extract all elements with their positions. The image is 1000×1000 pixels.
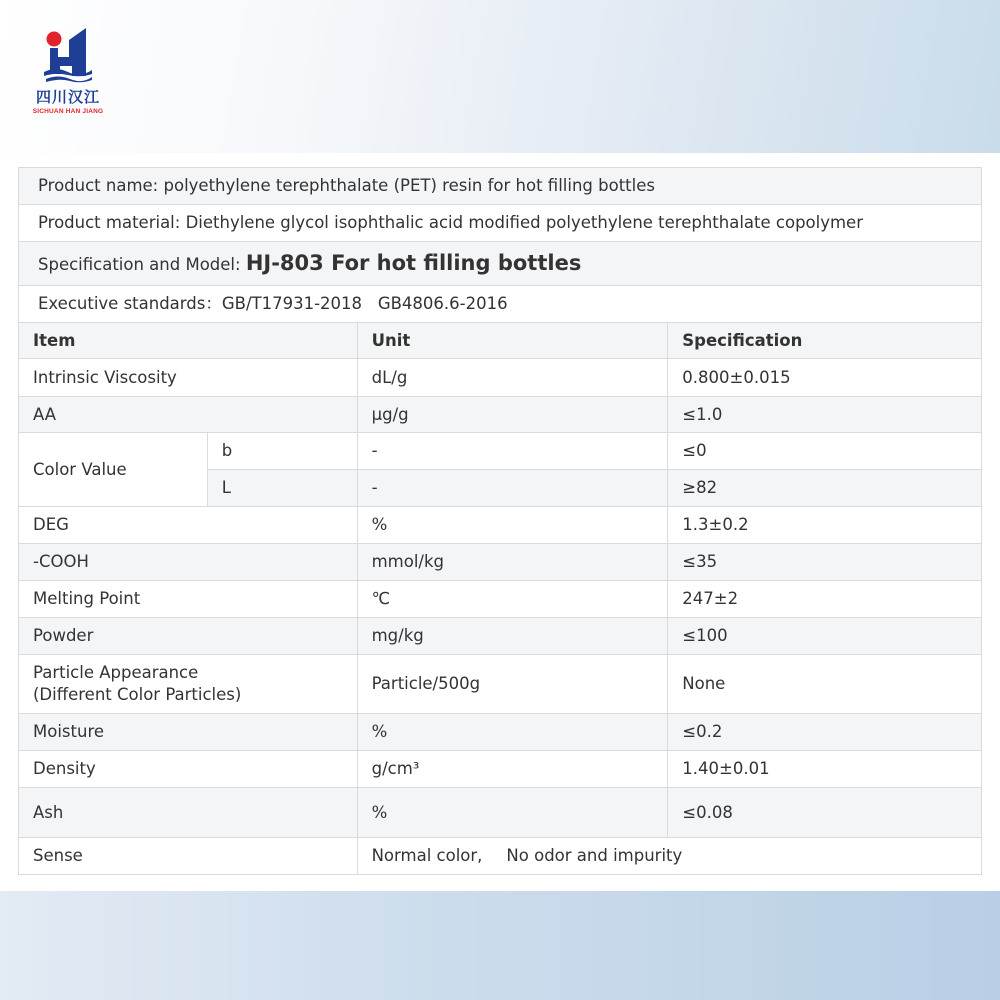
row-spec: 1.3±0.2 — [668, 507, 982, 544]
row-subitem: L — [207, 470, 357, 507]
sense-item: Sense — [19, 838, 358, 875]
sense-value-2: No odor and impurity — [506, 846, 683, 865]
row-item: Intrinsic Viscosity — [19, 359, 358, 397]
row-item: Moisture — [19, 714, 358, 751]
row-spec: ≤35 — [668, 544, 982, 581]
table-header-row — [19, 323, 982, 359]
sense-value — [357, 838, 981, 875]
table-row — [19, 655, 982, 714]
hanjiang-logo-icon — [42, 24, 94, 84]
product-material-row — [19, 205, 982, 242]
sense-value-1: Normal color, — [371, 846, 483, 865]
brand-logo — [28, 24, 108, 120]
row-unit: - — [357, 470, 668, 507]
table-row — [19, 397, 982, 433]
row-item: Ash — [19, 788, 358, 838]
row-item: Melting Point — [19, 581, 358, 618]
header-background — [0, 0, 1000, 153]
product-material-value: Diethylene glycol isophthalic acid modified polyethylene terephthalate copolymer — [185, 213, 863, 232]
row-item-line2: (Different Color Particles) — [33, 685, 242, 704]
table-row — [19, 359, 982, 397]
model-label: Specification and Model: — [38, 254, 246, 274]
row-unit: g/cm³ — [357, 751, 668, 788]
model-value: HJ-803 For hot filling bottles — [245, 250, 582, 275]
row-unit: μg/g — [357, 397, 668, 433]
sense-row — [19, 838, 982, 875]
table-row — [19, 581, 982, 618]
product-name-row — [19, 168, 982, 205]
row-spec: None — [668, 655, 982, 714]
row-spec: 0.800±0.015 — [668, 359, 982, 397]
row-item-line1: Particle Appearance — [33, 663, 199, 682]
row-item: Color Value — [19, 433, 208, 507]
row-item: Powder — [19, 618, 358, 655]
header-unit: Unit — [357, 323, 668, 359]
row-spec: 1.40±0.01 — [668, 751, 982, 788]
product-material-label: Product material: — [38, 213, 186, 232]
row-unit: % — [357, 507, 668, 544]
standards-label: Executive standards： — [38, 294, 222, 313]
row-item: DEG — [19, 507, 358, 544]
row-spec: ≥82 — [668, 470, 982, 507]
header-item: Item — [19, 323, 358, 359]
product-name-label: Product name: — [38, 176, 164, 195]
table-row — [19, 544, 982, 581]
table-row — [19, 788, 982, 838]
row-spec: 247±2 — [668, 581, 982, 618]
standards-value-2: GB4806.6-2016 — [377, 294, 508, 313]
table-row — [19, 433, 982, 470]
row-spec: ≤0.08 — [668, 788, 982, 838]
row-unit: mmol/kg — [357, 544, 668, 581]
row-unit: - — [357, 433, 668, 470]
product-name-value: polyethylene terephthalate (PET) resin for hot filling bottles — [163, 176, 655, 195]
row-item: -COOH — [19, 544, 358, 581]
row-item — [19, 655, 358, 714]
brand-name-en: SICHUAN HAN JIANG — [32, 108, 104, 115]
spec-table — [18, 167, 982, 875]
table-row — [19, 714, 982, 751]
row-unit: % — [357, 788, 668, 838]
footer-background — [0, 891, 1000, 1000]
header-spec: Specification — [668, 323, 982, 359]
table-row — [19, 618, 982, 655]
row-item: AA — [19, 397, 358, 433]
row-unit: ℃ — [357, 581, 668, 618]
row-item: Density — [19, 751, 358, 788]
standards-value-1: GB/T17931-2018 — [221, 294, 363, 313]
row-spec: ≤0 — [668, 433, 982, 470]
row-unit: % — [357, 714, 668, 751]
brand-name-cn: 四川汉江 — [35, 88, 100, 106]
model-row — [19, 242, 982, 286]
row-unit: dL/g — [357, 359, 668, 397]
row-spec: ≤0.2 — [668, 714, 982, 751]
table-row — [19, 507, 982, 544]
table-row — [19, 751, 982, 788]
row-subitem: b — [207, 433, 357, 470]
row-spec: ≤1.0 — [668, 397, 982, 433]
row-spec: ≤100 — [668, 618, 982, 655]
row-unit: mg/kg — [357, 618, 668, 655]
row-unit: Particle/500g — [357, 655, 668, 714]
standards-row — [19, 286, 982, 323]
